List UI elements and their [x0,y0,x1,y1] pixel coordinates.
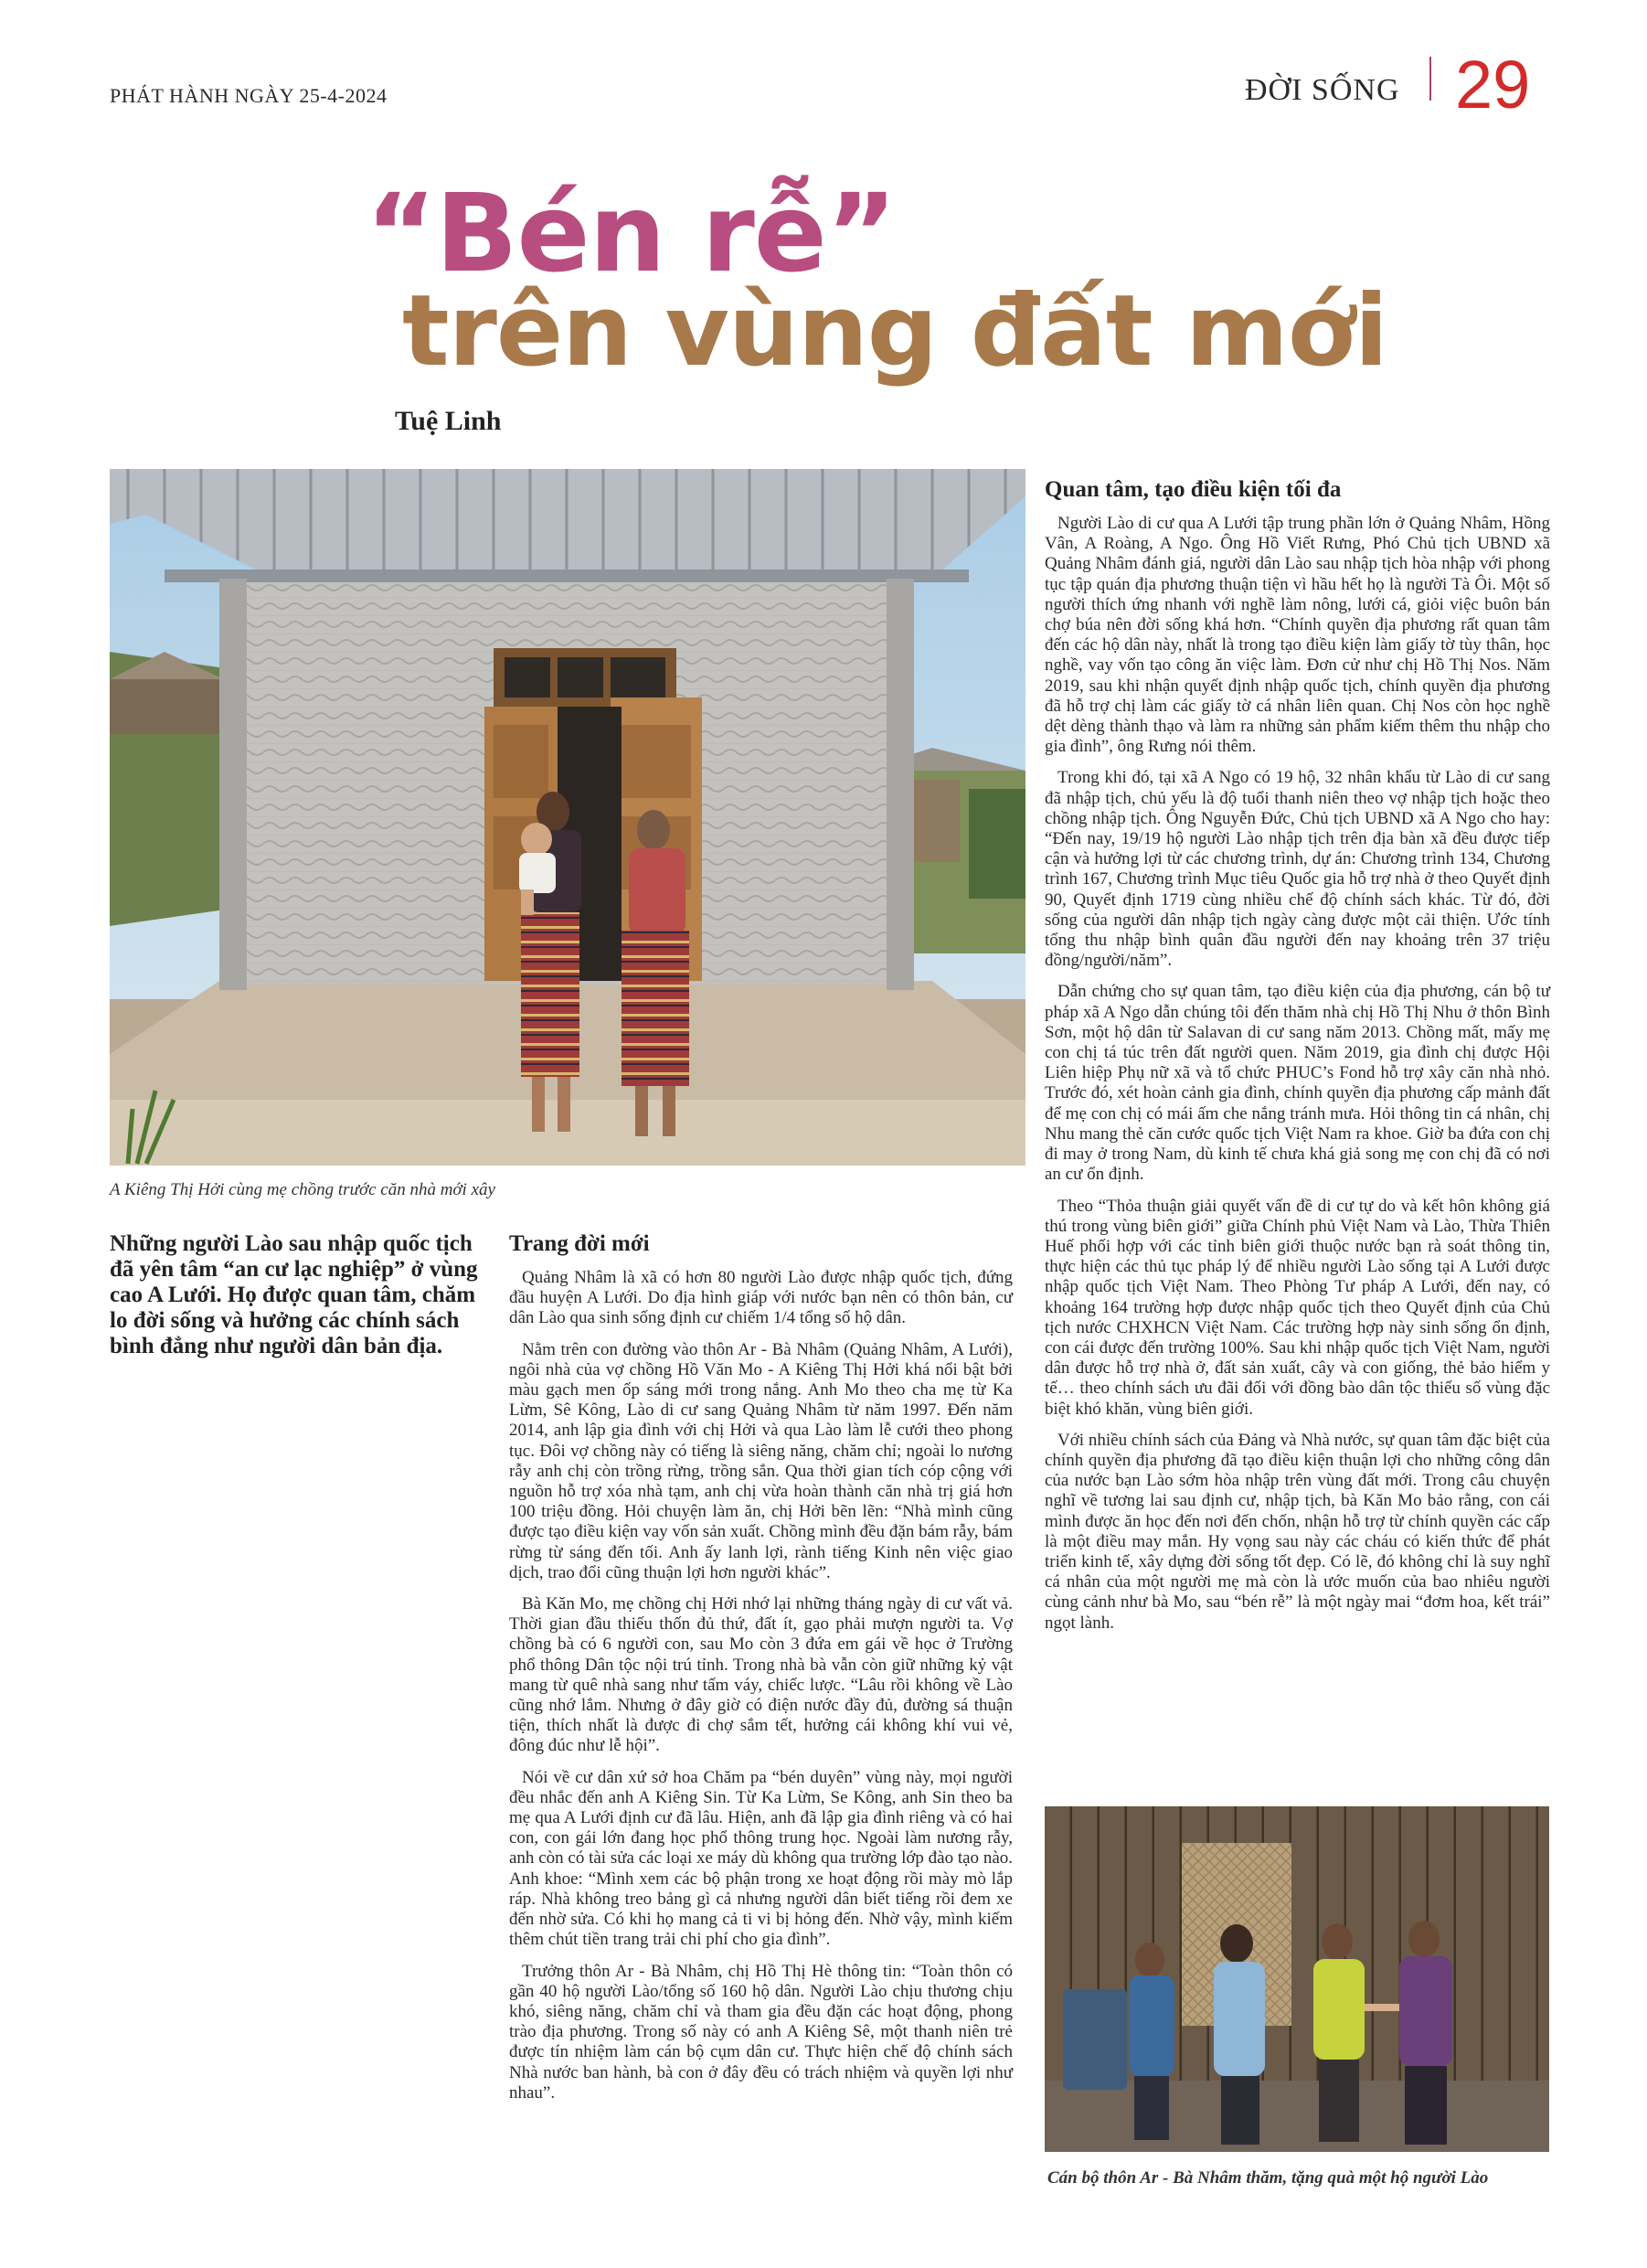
house-family-photo [110,469,1025,1166]
paragraph: Nói về cư dân xứ sở hoa Chăm pa “bén duyên” vùng này, mọi người đều nhắc đến anh A Kiêng Sin. Từ Ka Lừm, Se Kông, anh Sin theo ba mẹ qua A Lưới định cư đã lâu. Hiện, anh đã lập gia đình riêng và có hai con, con gái lớn đang học phổ thông trung học. Ngoài làm nương rẫy, anh còn có tài sửa các loại xe máy dù không qua trường lớp đào tạo nào. Anh khoe: “Mình xem các bộ phận trong xe hoạt động rồi mày mò lắp ráp. Nhà không treo bảng gì cả nhưng người dân biết tiếng rồi đem xe đến nhờ sửa. Có khi họ mang cả ti vi bị hỏng đến. Nhờ vậy, mình kiếm thêm chút tiền trang trải chi phí cho gia đình”. [509,1767,1013,1950]
paragraph: Trưởng thôn Ar - Bà Nhâm, chị Hồ Thị Hè thông tin: “Toàn thôn có gần 40 hộ người Lào/tổng số 160 hộ dân. Người Lào chịu thương chịu khó, siêng năng, chăm chỉ và tham gia đều đặn các hoạt động, phong trào địa phương. Trong số này có anh A Kiêng Sê, một thanh niên trẻ được tín nhiệm làm cán bộ cụm dân cư. Thực hiện chế độ chính sách Nhà nước ban hành, bà con ở đây đều có trách nhiệm và quyền lợi như nhau”. [509,1961,1013,2103]
paragraph: Dẫn chứng cho sự quan tâm, tạo điều kiện của địa phương, cán bộ tư pháp xã A Ngo dẫn chúng tôi đến thăm nhà chị Hồ Thị Nhu ở thôn Bình Sơn, một hộ dân từ Salavan di cư sang năm 2013. Chồng mất, mấy mẹ con chị tá túc trên đất người quen. Năm 2019, gia đình chị được Hội Liên hiệp Phụ nữ xã và tổ chức PHUC’s Fond hỗ trợ xây căn nhà nhỏ. Trước đó, xét hoàn cảnh gia đình, chính quyền địa phương cấp mảnh đất để mẹ con chị có mái ấm che nắng tránh mưa. Hỏi thông tin cá nhân, chị Nhu mang thẻ căn cước quốc tịch Việt Nam ra khoe. Giờ ba đứa con chị đi may ở trong Nam, dù kinh tế chưa khá giả song mẹ con chị đã có nơi an cư ổn định. [1045,982,1550,1185]
village-visit-photo [1045,1806,1549,2152]
issue-date: PHÁT HÀNH NGÀY 25-4-2024 [110,84,388,107]
paragraph: Bà Kăn Mo, mẹ chồng chị Hởi nhớ lại những tháng ngày di cư vất vả. Thời gian đầu thiếu thốn đủ thứ, đất ít, gạo phải mượn người ta. Vợ chồng bà có 6 người con, sau Mo còn 3 đứa em gái về học ở Trường phổ thông Dân tộc nội trú tỉnh. Trong nhà bà vẫn còn giữ những kỷ vật mang từ quê nhà sang như tấm váy, chiếc lược. “Lâu rồi không về Lào cũng nhớ lắm. Nhưng ở đây giờ có điện nước đầy đủ, đường sá thuận tiện, thích nhất là được đi chợ sắm tết, hưởng cái không khí vui vẻ, đông đúc như lễ hội”. [509,1594,1013,1756]
paragraph: Theo “Thỏa thuận giải quyết vấn đề di cư tự do và kết hôn không giá thú trong vùng biên giới” giữa Chính phủ Việt Nam và Lào, Thừa Thiên Huế phối hợp với các tỉnh biên giới thuộc nước bạn rà soát thông tin, thực hiện các thủ tục pháp lý để nhiều người Lào sống tại A Lưới được nhập quốc tịch Việt Nam. Theo Phòng Tư pháp A Lưới, đến nay, có khoảng 164 trường hợp được nhập quốc tịch theo Quyết định của Chủ tịch nước CHXHCN Việt Nam. Các trường hợp này sinh sống ổn định, con cái được đến trường 100%. Sau khi nhập quốc tịch Việt Nam, người dân được hỗ trợ nhà ở, đất sản xuất, cây và con giống, thẻ bảo hiểm y tế… theo chính sách ưu đãi đối với đồng bào dân tộc thiểu số vùng đặc biệt khó khăn, vùng biên giới. [1045,1196,1550,1419]
header-divider [1429,57,1431,101]
paragraph: Với nhiều chính sách của Đảng và Nhà nước, sự quan tâm đặc biệt của chính quyền địa phương đã tạo điều kiện thuận lợi cho những công dân của nước bạn Lào sớm hòa nhập trên vùng đất mới. Trong câu chuyện nghĩ về tương lai sau định cư, nhập tịch, bà Kăn Mo bảo rằng, con cái mình được ăn học đến nơi đến chốn, nhận hỗ trợ từ chính quyền các cấp là một điều may mắn. Hy vọng sau này các cháu có kiến thức để phát triển kinh tế, xây dựng đời sống tốt đẹp. Có lẽ, đó không chỉ là suy nghĩ cá nhân của một người mẹ mà còn là ước muốn của bao nhiêu người cùng cảnh như bà Mo, sau “bén rễ” là một ngày mai “đơm hoa, kết trái” ngọt lành. [1045,1430,1550,1633]
photo1-caption: A Kiêng Thị Hởi cùng mẹ chồng trước căn nhà mới xây [110,1180,495,1199]
section-trang-doi-moi [509,1231,1013,2114]
paragraph: Người Lào di cư qua A Lưới tập trung phần lớn ở Quảng Nhâm, Hồng Vân, A Roàng, A Ngo. Ông Hồ Viết Rưng, Phó Chủ tịch UBND xã Quảng Nhâm đánh giá, người dân Lào sau nhập tịch hòa nhập với phong tục tập quán địa phương thuận tiện vì hầu hết họ là người Tà Ôi. Một số người thích ứng nhanh với nghề làm nông, lưới cá, giỏi việc buôn bán chợ búa nên đời sống khá hơn. “Chính quyền địa phương rất quan tâm đến các hộ dân này, nhất là trong tạo điều kiện làm giấy tờ tùy thân, học nghề, vay vốn tạo công ăn việc làm. Đơn cử như chị Hồ Thị Nos. Năm 2019, sau khi nhận quyết định nhập quốc tịch, chính quyền địa phương đã hỗ trợ chị làm các giấy tờ cá nhân liên quan. Chị Nos còn học nghề dệt dèng thành thạo và làm ra những sản phẩm kiếm thêm thu nhập cho gia đình”, ông Rưng nói thêm. [1045,514,1550,757]
section-quan-tam [1045,477,1550,1645]
section-name: ĐỜI SỐNG [1245,73,1400,107]
paragraph: Nằm trên con đường vào thôn Ar - Bà Nhâm (Quảng Nhâm, A Lưới), ngôi nhà của vợ chồng Hồ Văn Mo - A Kiêng Thị Hởi khá nổi bật bởi màu gạch men ốp sáng mới trong nắng. Anh Mo theo cha mẹ từ Ka Lừm, Sê Kông, Lào di cư sang Quảng Nhâm từ năm 1997. Đến năm 2014, anh lập gia đình với chị Hởi và qua Lào làm lễ cưới theo phong tục. Đôi vợ chồng này có tiếng là siêng năng, chăm chỉ; ngoài lo nương rẫy anh chị còn trồng rừng, trồng sắn. Qua thời gian tích cóp cộng với nguồn hỗ trợ xóa nhà tạm, anh chị vừa hoàn thành căn nhà trị giá hơn 100 triệu đồng. Hỏi chuyện làm ăn, chị Hởi bẽn lẽn: “Nhà mình cũng được tạo điều kiện vay vốn sản xuất. Chồng mình đều đặn bám rẫy, bám rừng từ sáng đến tối. Anh ấy lanh lợi, rành tiếng Kinh nên việc giao dịch, trao đổi cũng thuận lợi hơn người khác”. [509,1339,1013,1582]
article-lead: Những người Lào sau nhập quốc tịch đã yên tâm “an cư lạc nghiệp” ở vùng cao A Lưới. Họ được quan tâm, chăm lo đời sống và hưởng các chính sách bình đẳng như người dân bản địa. [110,1231,478,1358]
author-byline: Tuệ Linh [395,406,502,436]
photo2-caption: Cán bộ thôn Ar - Bà Nhâm thăm, tặng quà một hộ người Lào [1047,2168,1489,2188]
section2-heading: Quan tâm, tạo điều kiện tối đa [1045,477,1342,502]
title-line-1: “Bén rễ” [366,170,897,296]
paragraph: Quảng Nhâm là xã có hơn 80 người Lào được nhập quốc tịch, đứng đầu huyện A Lưới. Do địa hình giáp với nước bạn nên có thôn bản, cư dân Lào qua sinh sống định cư chiếm 1/4 tổng số hộ dân. [509,1268,1013,1328]
paragraph: Trong khi đó, tại xã A Ngo có 19 hộ, 32 nhân khẩu từ Lào di cư sang đã nhập tịch, chủ yếu là độ tuổi thanh niên theo vợ nhập tịch hoặc theo chồng nhập tịch. Ông Nguyễn Đức, Chủ tịch UBND xã A Ngo cho hay: “Đến nay, 19/19 hộ người Lào nhập tịch trên địa bàn xã đều được tiếp cận và hưởng lợi từ các chương trình, dự án: Chương trình 134, Chương trình 167, Chương trình Mục tiêu Quốc gia hỗ trợ nhà ở theo Quyết định 90, Quyết định 1719 cùng nhiều chế độ chính sách khác. Từ đó, đời sống của người dân nhập tịch ngày càng được một cải thiện. Ước tính tổng thu nhập bình quân đầu người đến nay khoảng trên 37 triệu đồng/người/năm”. [1045,768,1550,971]
section1-heading: Trang đời mới [509,1231,650,1256]
page-number: 29 [1455,47,1531,122]
title-line-2: trên vùng đất mới [402,274,1387,389]
